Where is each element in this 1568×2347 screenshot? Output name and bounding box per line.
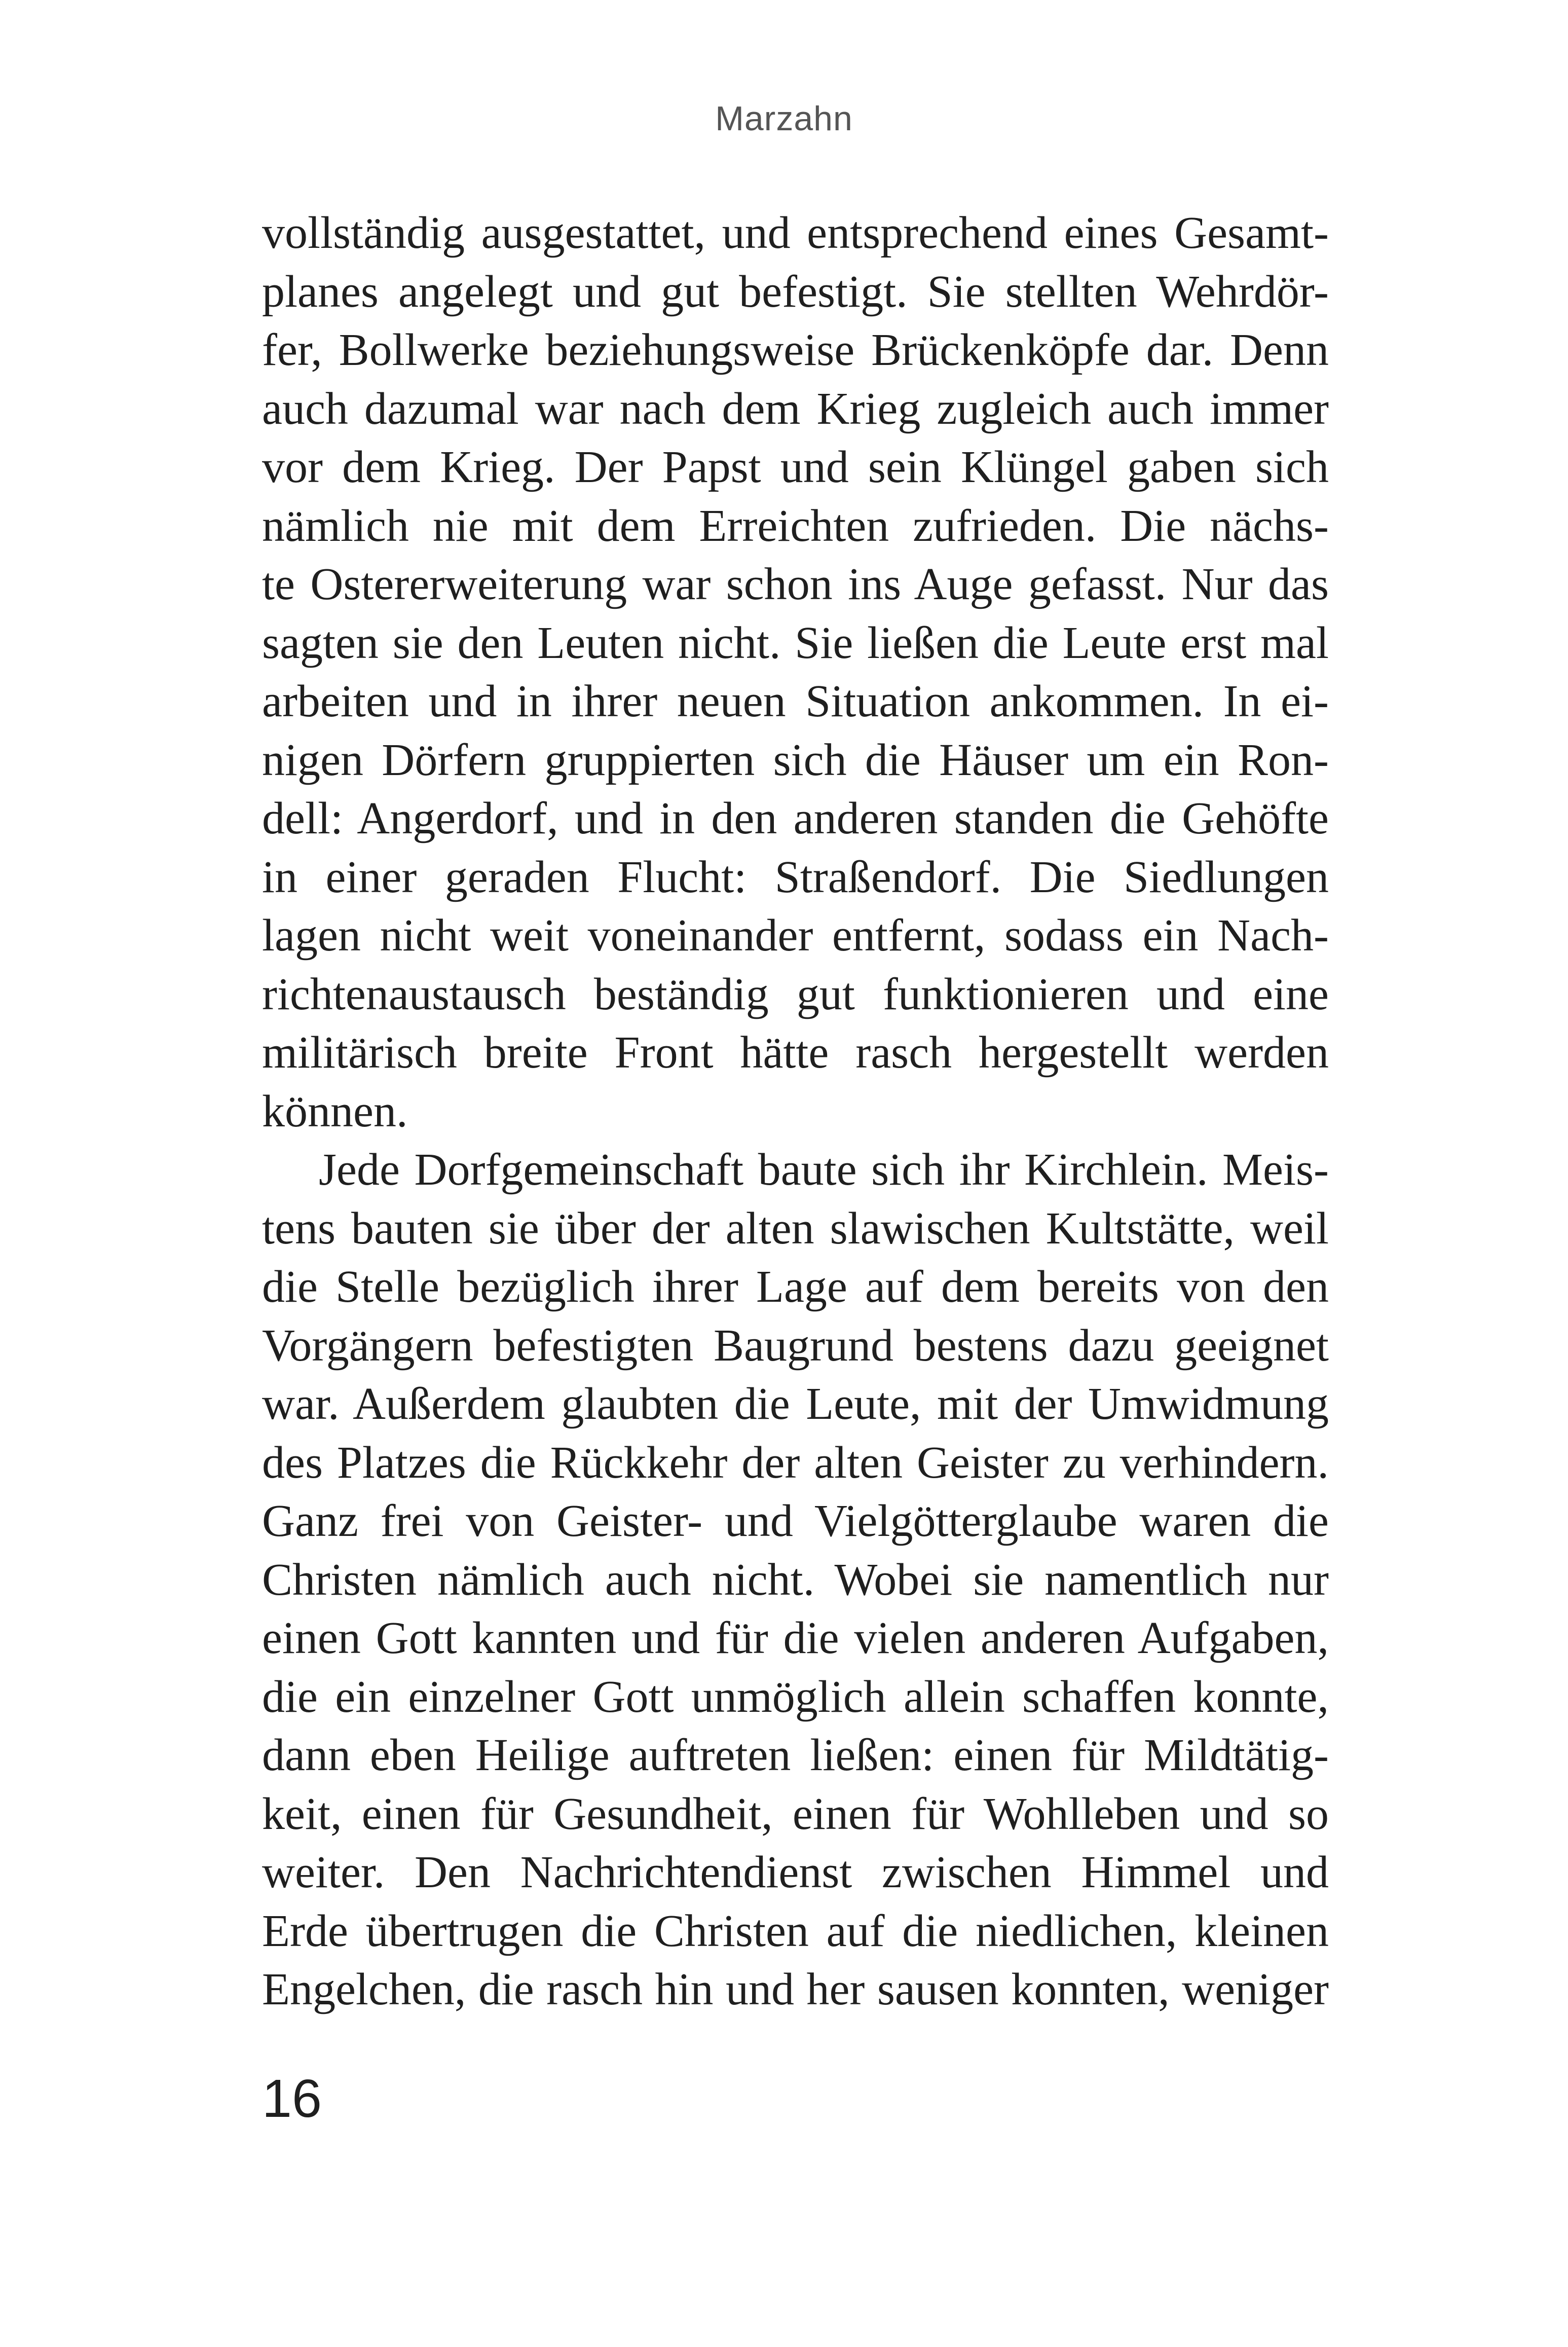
text-line: nämlich nie mit dem Erreichten zufrieden. Die nächs-	[262, 500, 1329, 551]
running-head: Marzahn	[715, 99, 853, 138]
text-line: die Stelle bezüglich ihrer Lage auf dem bereits von den	[262, 1262, 1329, 1312]
text-line: nigen Dörfern gruppierten sich die Häuser um ein Ron-	[262, 735, 1329, 785]
text-line: dann eben Heilige auftreten ließen: einen für Mildtätig-	[262, 1730, 1329, 1780]
paragraph-2	[262, 1141, 1329, 2019]
text-line: te Ostererweiterung war schon ins Auge gefasst. Nur das	[262, 559, 1329, 609]
text-line: militärisch breite Front hätte rasch hergestellt werden	[262, 1028, 1329, 1078]
text-line: vor dem Krieg. Der Papst und sein Klüngel gaben sich	[262, 442, 1329, 492]
text-line: fer, Bollwerke beziehungsweise Brückenköpfe dar. Denn	[262, 325, 1329, 375]
text-line: können.	[262, 1086, 408, 1136]
text-line: tens bauten sie über der alten slawischen Kultstätte, weil	[262, 1203, 1329, 1254]
text-line: des Platzes die Rückkehr der alten Geister zu verhindern.	[262, 1437, 1329, 1488]
body-text	[262, 204, 1329, 2019]
text-line: lagen nicht weit voneinander entfernt, sodass ein Nach-	[262, 910, 1329, 961]
text-line: Ganz frei von Geister- und Vielgötterglaube waren die	[262, 1496, 1329, 1546]
text-line: war. Außerdem glaubten die Leute, mit der Umwidmung	[262, 1379, 1329, 1429]
page-number: 16	[262, 2069, 322, 2129]
text-line: dell: Angerdorf, und in den anderen standen die Gehöfte	[262, 793, 1329, 844]
text-line: die ein einzelner Gott unmöglich allein schaffen konnte,	[262, 1671, 1329, 1722]
text-line: auch dazumal war nach dem Krieg zugleich auch immer	[262, 383, 1329, 434]
text-line: sagten sie den Leuten nicht. Sie ließen die Leute erst mal	[262, 617, 1329, 668]
text-line: vollständig ausgestattet, und entsprechend eines Gesamt-	[262, 208, 1329, 258]
text-line: Engelchen, die rasch hin und her sausen konnten, weniger	[262, 1964, 1329, 2014]
text-line: Christen nämlich auch nicht. Wobei sie namentlich nur	[262, 1554, 1329, 1605]
text-line: Vorgängern befestigten Baugrund bestens dazu geeignet	[262, 1320, 1329, 1371]
text-line: arbeiten und in ihrer neuen Situation ankommen. In ei-	[262, 676, 1329, 726]
text-line: Jede Dorfgemeinschaft baute sich ihr Kirchlein. Meis-	[319, 1145, 1329, 1195]
text-line: planes angelegt und gut befestigt. Sie stellten Wehrdör-	[262, 266, 1329, 317]
text-line: Erde übertrugen die Christen auf die niedlichen, kleinen	[262, 1905, 1329, 1956]
paragraph-1	[262, 204, 1329, 1141]
text-line: in einer geraden Flucht: Straßendorf. Die Siedlungen	[262, 852, 1329, 902]
text-line: einen Gott kannten und für die vielen anderen Aufgaben,	[262, 1613, 1329, 1663]
text-line: keit, einen für Gesundheit, einen für Wohlleben und so	[262, 1788, 1329, 1839]
text-line: weiter. Den Nachrichtendienst zwischen Himmel und	[262, 1847, 1329, 1897]
text-line: richtenaustausch beständig gut funktionieren und eine	[262, 969, 1329, 1019]
